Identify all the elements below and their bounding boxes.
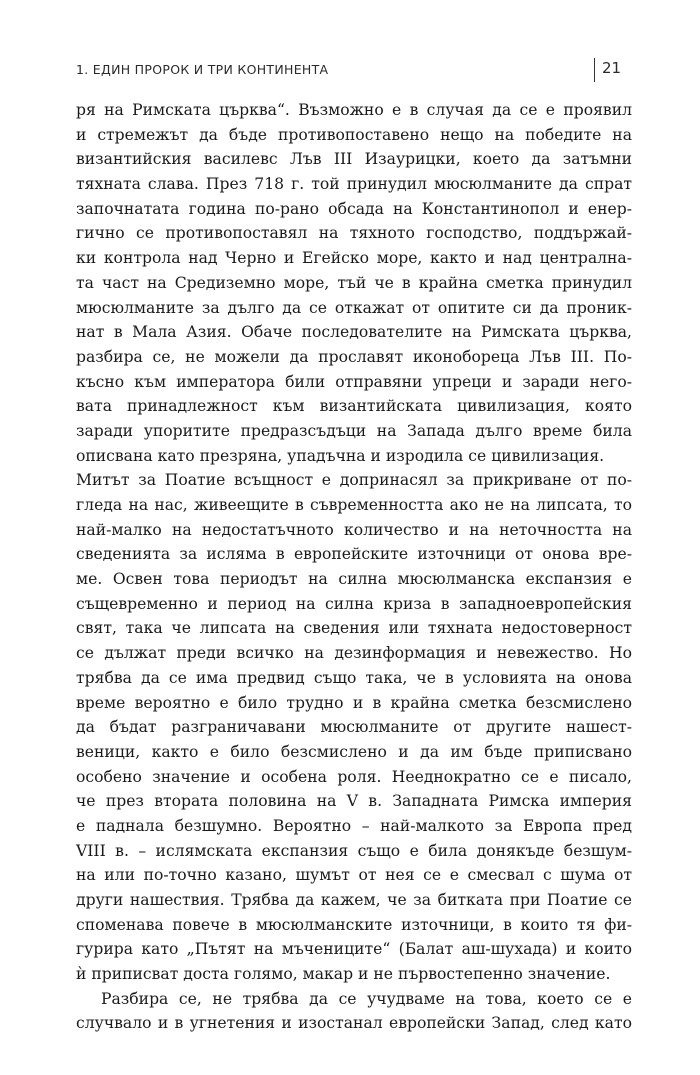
text-line: на или по-точно казано, шумът от нея се е смесвал с шума от — [76, 866, 632, 885]
text-line: тяхната слава. През 718 г. той принудил мюсюлманите да спрат — [76, 175, 632, 194]
text-line: описвана като презряна, упадъчна и изродила се цивилизация. — [76, 446, 605, 465]
text-line: ки контрола над Черно и Егейско море, както и над централна- — [76, 249, 632, 268]
text-line: ме. Освен това периодът на силна мюсюлманска експанзия е — [76, 570, 632, 589]
text-line: заради упоритите предразсъдъци на Запада дълго време била — [76, 421, 632, 440]
text-line: гурира като „Пътят на мъчениците“ (Балат аш-шухада) и които — [76, 940, 632, 959]
text-line: та част на Средиземно море, тъй че в крайна сметка принудил — [76, 273, 632, 292]
text-line: започнатата година по-рано обсада на Константинопол и енер- — [76, 199, 632, 218]
text-line: и стремежът да бъде противопоставено нещо на победите на — [76, 125, 632, 144]
text-line: веници, както е било безсмислено и да им бъде приписвано — [76, 742, 632, 761]
chapter-title: 1. ЕДИН ПРОРОК И ТРИ КОНТИНЕНТА — [76, 62, 329, 77]
body-text — [76, 98, 632, 1036]
page-number: 21 — [602, 59, 622, 77]
text-line: разбира се, не можели да прославят иконобореца Лъв III. По- — [76, 347, 632, 366]
running-header — [76, 58, 632, 84]
text-line: свят, така че липсата на сведения или тяхната недостоверност — [76, 619, 632, 638]
text-line: други нашествия. Трябва да кажем, че за битката при Поатие се — [76, 891, 632, 909]
text-line: мюсюлманите за дълго да се откажат от опитите си да проник- — [76, 298, 632, 317]
header-divider — [594, 58, 595, 82]
text-line: най-малко на недостатъчното количество и на неточността на — [76, 520, 632, 539]
text-line: сведенията за исляма в европейските източници от онова вре- — [76, 545, 632, 564]
text-line: гично се противопоставял на тяхното господство, поддържай- — [76, 224, 632, 243]
text-line: че през втората половина на V в. Западната Римска империя — [76, 792, 632, 811]
text-line: Митът за Поатие всъщност е допринасял за прикриване от по- — [76, 471, 632, 490]
text-line: Разбира се, не трябва да се учудваме на това, което се е — [101, 989, 632, 1008]
text-line: се дължат преди всичко на дезинформация и невежество. Но — [76, 644, 632, 663]
text-line: ѝ приписват доста голямо, макар и не първостепенно значение. — [76, 965, 611, 984]
text-line: особено значение и особена роля. Нееднократно се е писало, — [76, 767, 632, 786]
text-line: трябва да се има предвид също така, че в условията на онова — [76, 668, 632, 687]
text-line: вата принадлежност към византийската цивилизация, която — [76, 397, 632, 416]
text-line: случвало и в угнетения и изостанал европейски Запад, след като — [76, 1014, 632, 1033]
text-line: да бъдат разграничавани мюсюлманите от другите нашест- — [76, 718, 632, 737]
text-line: нат в Мала Азия. Обаче последователите на Римската църква, — [76, 323, 632, 342]
text-line: е паднала безшумно. Вероятно – най-малкото за Европа пред — [76, 816, 632, 835]
text-line: VIII в. – ислямската експанзия също е била донякъде безшум- — [76, 841, 632, 860]
text-line: гледа на нас, живеещите в съвременността ако не на липсата, то — [76, 496, 632, 514]
text-line: византийския василевс Лъв III Изаурицки, което да затъмни — [76, 150, 632, 169]
text-line: споменава повече в мюсюлманските източници, в които тя фи- — [76, 915, 632, 934]
text-line: същевременно и период на силна криза в западноевропейския — [76, 594, 632, 613]
text-line: ря на Римската църква“. Възможно е в случая да се е проявил — [76, 101, 632, 119]
text-line: време вероятно е било трудно и в крайна сметка безсмислено — [76, 693, 632, 712]
text-line: късно към императора били отправяни упреци и заради него- — [76, 372, 632, 391]
